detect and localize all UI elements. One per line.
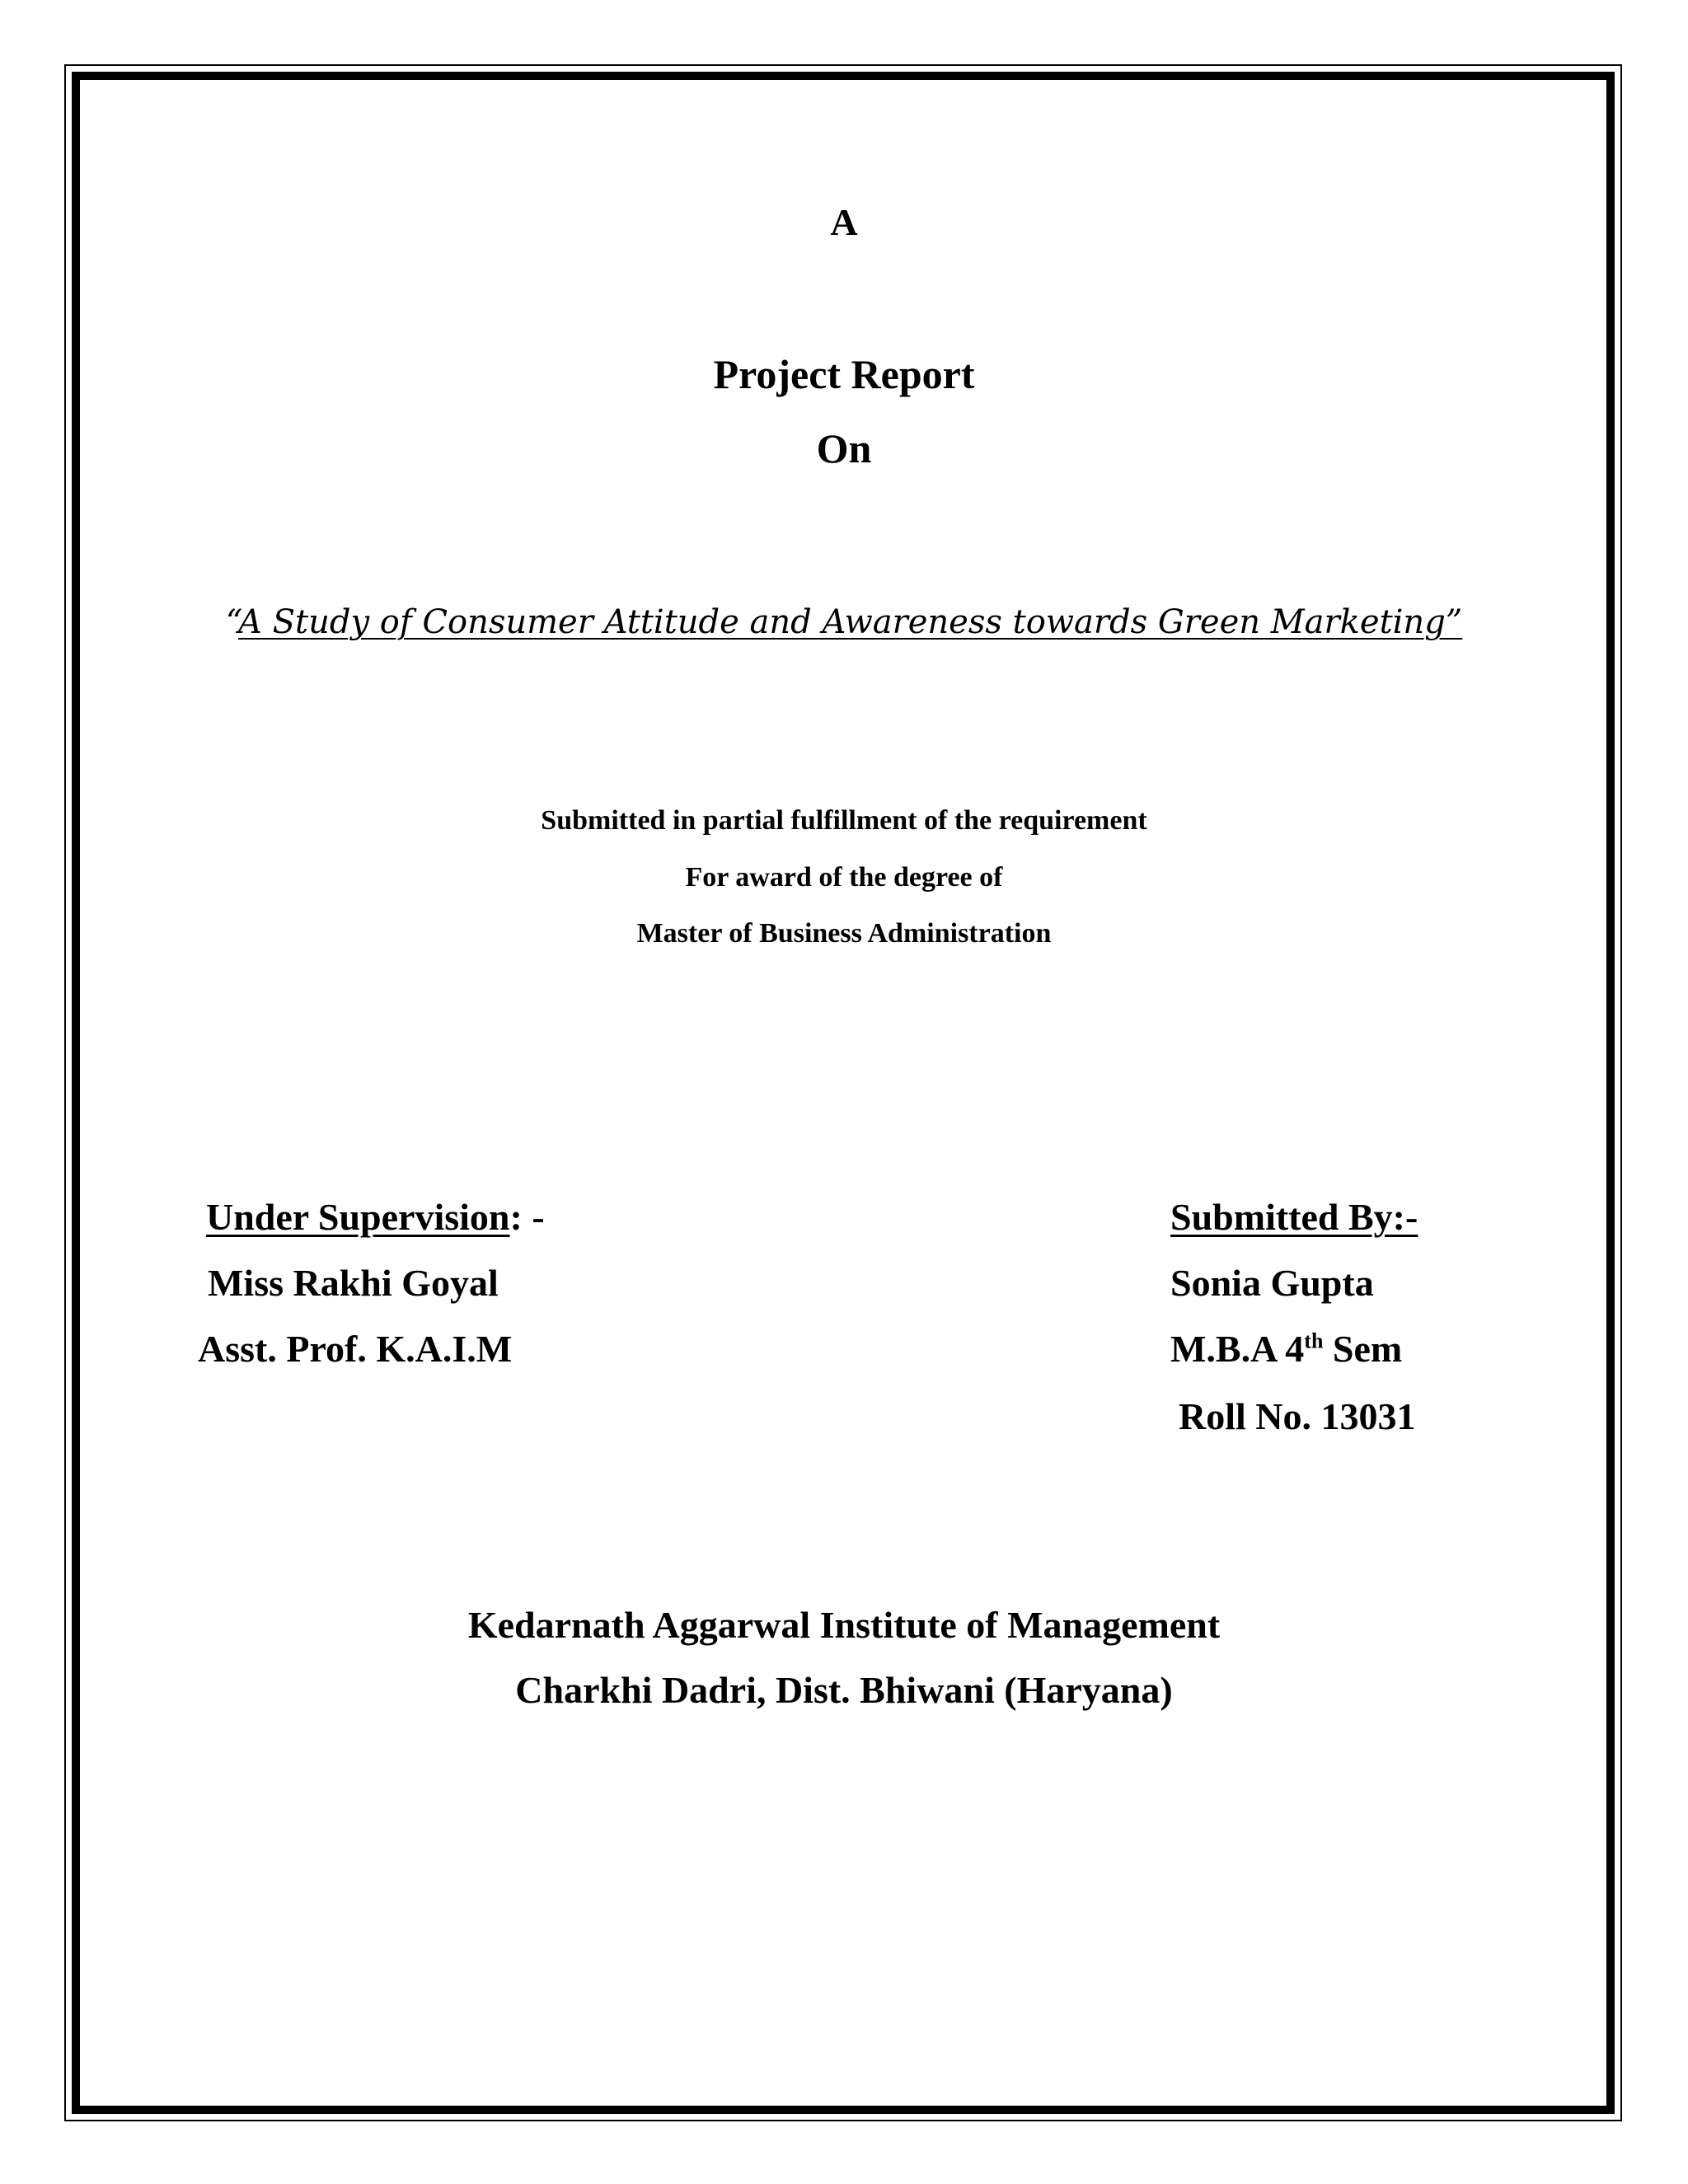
supervision-heading-suffix: : -	[509, 1196, 545, 1238]
student-course-suffix: Sem	[1323, 1328, 1403, 1370]
student-roll: Roll No. 13031	[1179, 1395, 1416, 1437]
supervision-heading-label: Under Supervision	[206, 1196, 510, 1238]
student-name: Sonia Gupta	[1170, 1262, 1374, 1304]
submitted-by-heading-label: Submitted By:-	[1170, 1196, 1418, 1238]
supervision-heading	[206, 1195, 545, 1239]
study-title-text: A Study of Consumer Attitude and Awareness towards Green Marketing”	[238, 603, 1463, 641]
submission-line-2: For award of the degree of	[685, 862, 1003, 893]
student-course-prefix: M.B.A 4	[1170, 1328, 1305, 1370]
submission-line-1: Submitted in partial fulfillment of the requirement	[541, 805, 1147, 836]
institute-address: Charkhi Dadri, Dist. Bhiwani (Haryana)	[515, 1669, 1173, 1711]
study-open-quote: “	[225, 603, 239, 641]
study-title	[0, 603, 1688, 641]
report-on: On	[816, 425, 872, 471]
supervisor-designation: Asst. Prof. K.A.I.M	[198, 1328, 513, 1370]
supervisor-name: Miss Rakhi Goyal	[208, 1262, 499, 1304]
institute-name: Kedarnath Aggarwal Institute of Management	[467, 1604, 1221, 1646]
submitted-by-heading	[1170, 1195, 1418, 1239]
title-prefix: A	[830, 201, 858, 243]
student-course-sup: th	[1304, 1329, 1324, 1353]
student-course	[1170, 1327, 1402, 1371]
report-heading: Project Report	[713, 351, 975, 397]
submission-line-3: Master of Business Administration	[636, 918, 1052, 949]
